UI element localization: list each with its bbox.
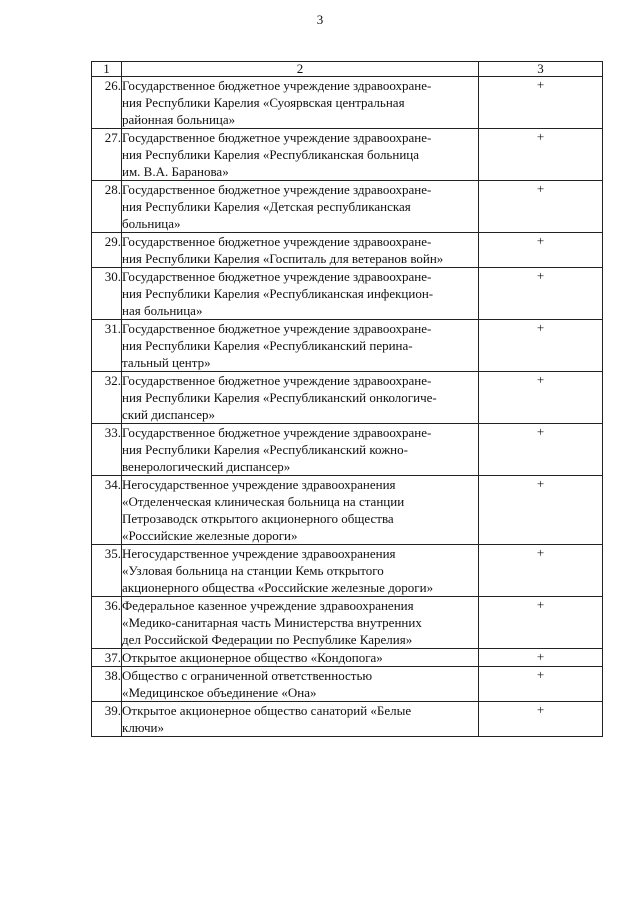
- table-row: [92, 476, 603, 545]
- inclusion-mark: +: [479, 181, 603, 233]
- institution-name-line: «Медико-санитарная часть Министерства внутренних: [122, 615, 422, 630]
- institution-name-line: венерологический диспансер»: [122, 459, 291, 474]
- institution-name-line: дел Российской Федерации по Республике Карелия»: [122, 632, 413, 647]
- institution-name-line: ключи»: [122, 720, 165, 735]
- table-row: [92, 77, 603, 129]
- institution-name-line: ния Республики Карелия «Республиканская инфекцион-: [122, 286, 434, 301]
- institution-name-line: Государственное бюджетное учреждение здравоохране-: [122, 78, 432, 93]
- institution-name-line: ский диспансер»: [122, 407, 215, 422]
- institution-name: [122, 320, 479, 372]
- table-row: [92, 649, 603, 667]
- institution-name-line: Государственное бюджетное учреждение здравоохране-: [122, 425, 432, 440]
- institution-name-line: Открытое акционерное общество «Кондопога»: [122, 650, 383, 665]
- institution-name-line: Общество с ограниченной ответственностью: [122, 668, 373, 683]
- institution-name-line: Государственное бюджетное учреждение здравоохране-: [122, 321, 432, 336]
- row-number: 35.: [92, 545, 122, 597]
- row-number: 27.: [92, 129, 122, 181]
- institution-name: [122, 268, 479, 320]
- row-number: 37.: [92, 649, 122, 667]
- institution-name-line: акционерного общества «Российские железные дороги»: [122, 580, 434, 595]
- inclusion-mark: +: [479, 77, 603, 129]
- institution-name-line: Государственное бюджетное учреждение здравоохране-: [122, 234, 432, 249]
- institution-name-line: «Российские железные дороги»: [122, 528, 298, 543]
- table-row: [92, 233, 603, 268]
- column-header-mark: 3: [479, 62, 603, 77]
- institution-name-line: районная больница»: [122, 112, 236, 127]
- institution-name-line: ния Республики Карелия «Детская республиканская: [122, 199, 411, 214]
- institution-name: [122, 476, 479, 545]
- table-row: [92, 268, 603, 320]
- institution-name: [122, 181, 479, 233]
- row-number: 33.: [92, 424, 122, 476]
- table-row: [92, 129, 603, 181]
- row-number: 38.: [92, 667, 122, 702]
- inclusion-mark: +: [479, 597, 603, 649]
- inclusion-mark: +: [479, 372, 603, 424]
- row-number: 31.: [92, 320, 122, 372]
- institution-name-line: ния Республики Карелия «Республиканский онкологиче-: [122, 390, 437, 405]
- institution-name: [122, 129, 479, 181]
- table-body: [92, 77, 603, 737]
- institution-name: [122, 702, 479, 737]
- institution-name-line: «Узловая больница на станции Кемь открытого: [122, 563, 384, 578]
- page-number: 3: [316, 12, 324, 27]
- table-row: [92, 667, 603, 702]
- institution-name-line: им. В.А. Баранова»: [122, 164, 229, 179]
- institution-name-line: «Медицинское объединение «Она»: [122, 685, 317, 700]
- institution-name: [122, 649, 479, 667]
- inclusion-mark: +: [479, 476, 603, 545]
- table-row: [92, 320, 603, 372]
- inclusion-mark: +: [479, 702, 603, 737]
- inclusion-mark: +: [479, 545, 603, 597]
- institution-name-line: Петрозаводск открытого акционерного общества: [122, 511, 394, 526]
- institutions-table: [91, 61, 603, 737]
- row-number: 32.: [92, 372, 122, 424]
- row-number: 29.: [92, 233, 122, 268]
- inclusion-mark: +: [479, 424, 603, 476]
- institution-name-line: Негосударственное учреждение здравоохранения: [122, 477, 396, 492]
- row-number: 36.: [92, 597, 122, 649]
- institution-name-line: Негосударственное учреждение здравоохранения: [122, 546, 396, 561]
- table-row: [92, 702, 603, 737]
- inclusion-mark: +: [479, 233, 603, 268]
- institution-name: [122, 77, 479, 129]
- institution-name-line: Федеральное казенное учреждение здравоохранения: [122, 598, 414, 613]
- column-header-name: 2: [122, 62, 479, 77]
- institution-name-line: ния Республики Карелия «Республиканский кожно-: [122, 442, 408, 457]
- institution-name: [122, 233, 479, 268]
- institution-name-line: тальный центр»: [122, 355, 211, 370]
- inclusion-mark: +: [479, 129, 603, 181]
- table-row: [92, 597, 603, 649]
- institution-name-line: Государственное бюджетное учреждение здравоохране-: [122, 182, 432, 197]
- row-number: 30.: [92, 268, 122, 320]
- inclusion-mark: +: [479, 649, 603, 667]
- institution-name: [122, 424, 479, 476]
- column-header-number: 1: [92, 62, 122, 77]
- table-row: [92, 545, 603, 597]
- institution-name: [122, 372, 479, 424]
- inclusion-mark: +: [479, 320, 603, 372]
- institution-name-line: Государственное бюджетное учреждение здравоохране-: [122, 130, 432, 145]
- row-number: 26.: [92, 77, 122, 129]
- institution-name-line: ния Республики Карелия «Республиканский перина-: [122, 338, 413, 353]
- row-number: 34.: [92, 476, 122, 545]
- institution-name-line: Государственное бюджетное учреждение здравоохране-: [122, 269, 432, 284]
- table-header-row: [92, 62, 603, 77]
- institution-name-line: ния Республики Карелия «Суоярвская центральная: [122, 95, 405, 110]
- institution-name-line: Государственное бюджетное учреждение здравоохране-: [122, 373, 432, 388]
- institution-name-line: ная больница»: [122, 303, 203, 318]
- institution-name: [122, 545, 479, 597]
- inclusion-mark: +: [479, 268, 603, 320]
- inclusion-mark: +: [479, 667, 603, 702]
- institution-name-line: ния Республики Карелия «Госпиталь для ветеранов войн»: [122, 251, 444, 266]
- institution-name-line: «Отделенческая клиническая больница на станции: [122, 494, 405, 509]
- institution-name: [122, 667, 479, 702]
- table-row: [92, 424, 603, 476]
- institution-name-line: Открытое акционерное общество санаторий «Белые: [122, 703, 412, 718]
- table-row: [92, 181, 603, 233]
- institution-name: [122, 597, 479, 649]
- institution-name-line: больница»: [122, 216, 181, 231]
- institution-name-line: ния Республики Карелия «Республиканская больница: [122, 147, 420, 162]
- table-row: [92, 372, 603, 424]
- row-number: 39.: [92, 702, 122, 737]
- row-number: 28.: [92, 181, 122, 233]
